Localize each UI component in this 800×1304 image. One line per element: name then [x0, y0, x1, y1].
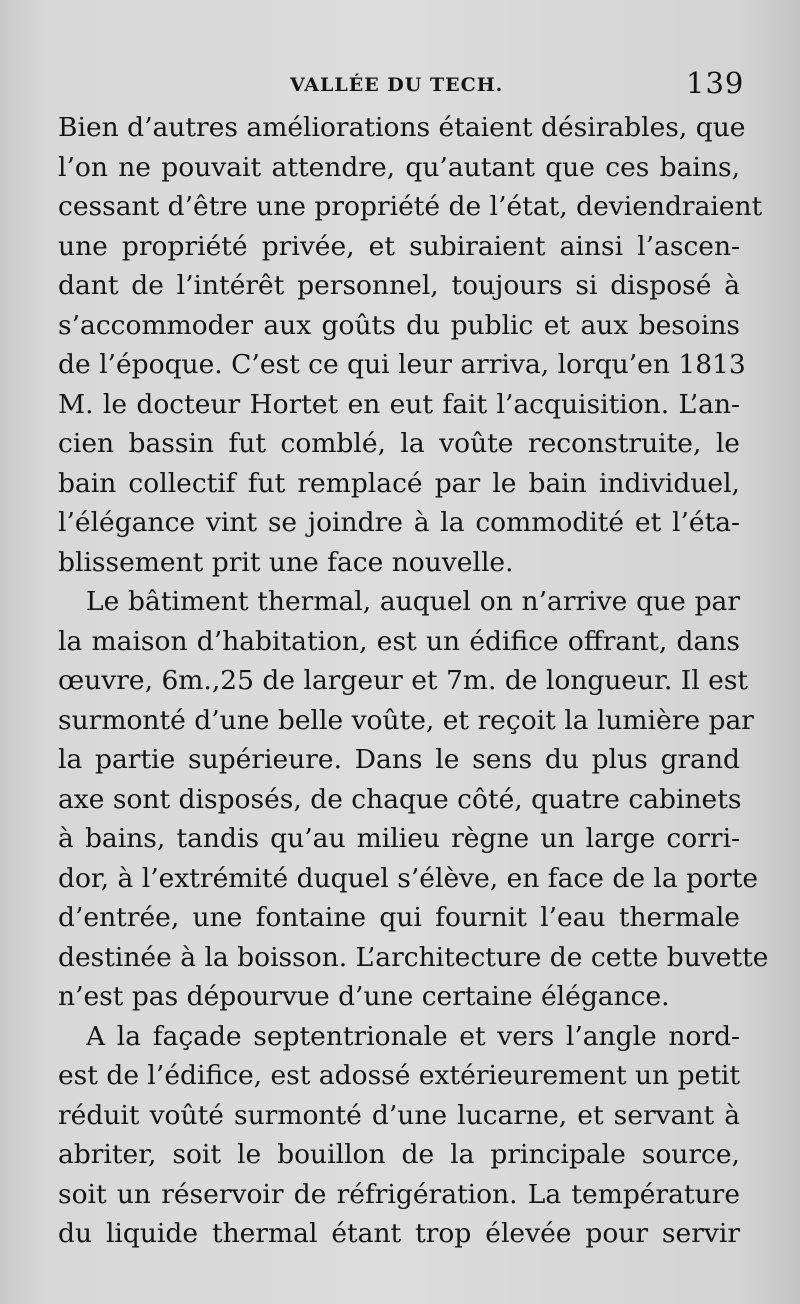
- paragraph: [58, 582, 769, 1017]
- text-line: dant de l’intérêt personnel, toujours si disposé à: [58, 270, 740, 301]
- page-number: 139: [686, 66, 745, 100]
- paragraph: [58, 108, 763, 582]
- text-line: M. le docteur Hortet en eut fait l’acquisition. L’an-: [58, 388, 740, 420]
- text-line: réduit voûté surmonté d’une lucarne, et servant à: [58, 1099, 740, 1131]
- body-text: [58, 108, 769, 1254]
- text-line: cessant d’être une propriété de l’état, deviendraient: [58, 191, 763, 222]
- text-line: soit un réservoir de réfrigération. La température: [58, 1178, 740, 1210]
- text-line: est de l’édifice, est adossé extérieurement un petit: [58, 1060, 740, 1091]
- text-line: l’élégance vint se joindre à la commodité et l’éta-: [58, 507, 740, 538]
- text-line: la partie supérieure. Dans le sens du plus grand: [58, 744, 740, 775]
- text-line: abriter, soit le bouillon de la principale source,: [58, 1139, 740, 1170]
- text-line: destinée à la boisson. L’architecture de cette buvette: [58, 941, 769, 973]
- text-line: A la façade septentrionale et vers l’angle nord-: [86, 1020, 740, 1052]
- text-line: Bien d’autres améliorations étaient désirables, que: [58, 112, 746, 143]
- text-line: de l’époque. C’est ce qui leur arriva, lorqu’en 1813: [58, 349, 746, 380]
- text-line: à bains, tandis qu’au milieu règne un large corri-: [58, 823, 740, 854]
- text-line: n’est pas dépourvue d’une certaine élégance.: [58, 981, 670, 1012]
- text-line: œuvre, 6m.,25 de largeur et 7m. de longueur. Il est: [58, 665, 749, 696]
- text-line: Le bâtiment thermal, auquel on n’arrive que par: [86, 586, 740, 617]
- paragraph: [58, 1017, 740, 1254]
- text-line: du liquide thermal étant trop élevée pour servir: [58, 1218, 740, 1249]
- text-line: axe sont disposés, de chaque côté, quatre cabinets: [58, 783, 742, 815]
- text-line: l’on ne pouvait attendre, qu’autant que ces bains,: [58, 151, 740, 183]
- text-line: cien bassin fut comblé, la voûte reconstruite, le: [58, 428, 740, 459]
- page-header: [0, 66, 800, 106]
- text-line: la maison d’habitation, est un édifice offrant, dans: [58, 625, 740, 657]
- text-line: bain collectif fut remplacé par le bain individuel,: [58, 467, 740, 499]
- text-line: une propriété privée, et subiraient ainsi l’ascen-: [58, 230, 740, 262]
- text-line: d’entrée, une fontaine qui fournit l’eau thermale: [58, 902, 740, 933]
- text-line: dor, à l’extrémité duquel s’élève, en face de la porte: [58, 862, 759, 894]
- text-line: surmonté d’une belle voûte, et reçoit la lumière par: [58, 704, 754, 736]
- text-line: s’accommoder aux goûts du public et aux besoins: [58, 309, 740, 341]
- text-line: blissement prit une face nouvelle.: [58, 546, 514, 578]
- running-head: VALLÉE DU TECH.: [290, 74, 504, 96]
